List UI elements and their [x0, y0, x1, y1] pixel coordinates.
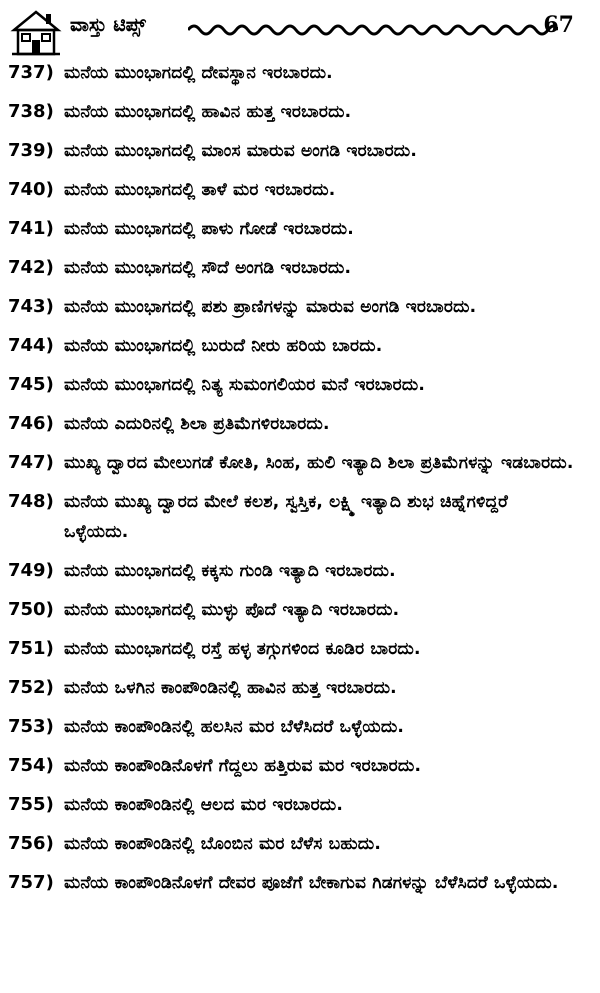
item-text: ಮನೆಯ ಮುಂಭಾಗದಲ್ಲಿ ಪಾಳು ಗೋಡೆ ಇರಬಾರದು. [64, 219, 354, 239]
list-item [8, 868, 576, 898]
item-number: 744) [8, 335, 54, 356]
item-number: 740) [8, 179, 54, 200]
item-text: ಮನೆಯ ಮುಂಭಾಗದಲ್ಲಿ ಮುಳ್ಳು ಪೊದೆ ಇತ್ಯಾದಿ ಇರಬಾರದು. [64, 600, 400, 620]
item-number: 751) [8, 638, 54, 659]
list-item [8, 409, 576, 439]
item-number: 752) [8, 677, 54, 698]
list-item [8, 712, 576, 742]
list-item [8, 751, 576, 781]
item-text: ಮನೆಯ ಮುಖ್ಯ ದ್ವಾರದ ಮೇಲೆ ಕಲಶ, ಸ್ವಸ್ತಿಕ, ಲಕ್ಷ್ಮಿ ಇತ್ಯಾದಿ ಶುಭ ಚಿಹ್ನೆಗಳಿದ್ದರೆ ಒಳ್ಳೆಯದು. [64, 492, 509, 542]
list-item [8, 97, 576, 127]
item-text: ಮನೆಯ ಮುಂಭಾಗದಲ್ಲಿ ಹಾವಿನ ಹುತ್ತ ಇರಬಾರದು. [64, 102, 352, 122]
page-number: 67 [543, 12, 574, 38]
list-item [8, 595, 576, 625]
list-item [8, 829, 576, 859]
item-text: ಮನೆಯ ಮುಂಭಾಗದಲ್ಲಿ ರಸ್ತೆ ಹಳ್ಳ ತಗ್ಗುಗಳಿಂದ ಕೂಡಿರ ಬಾರದು. [64, 639, 421, 659]
item-text: ಮನೆಯ ಒಳಗಿನ ಕಾಂಪೌಂಡಿನಲ್ಲಿ ಹಾವಿನ ಹುತ್ತ ಇರಬಾರದು. [64, 678, 397, 698]
item-number: 745) [8, 374, 54, 395]
item-text: ಮನೆಯ ಕಾಂಪೌಂಡಿನಲ್ಲಿ ಬೊಂಬಿನ ಮರ ಬೆಳೆಸ ಬಹುದು. [64, 834, 381, 854]
item-number: 737) [8, 62, 54, 83]
item-text: ಮನೆಯ ಎದುರಿನಲ್ಲಿ ಶಿಲಾ ಪ್ರತಿಮೆಗಳಿರಬಾರದು. [64, 414, 330, 434]
list-item [8, 634, 576, 664]
item-number: 754) [8, 755, 54, 776]
item-text: ಮನೆಯ ಮುಂಭಾಗದಲ್ಲಿ ಮಾಂಸ ಮಾರುವ ಅಂಗಡಿ ಇರಬಾರದು. [64, 141, 418, 161]
item-number: 753) [8, 716, 54, 737]
list-item [8, 214, 576, 244]
item-text: ಮನೆಯ ಮುಂಭಾಗದಲ್ಲಿ ದೇವಸ್ಥಾನ ಇರಬಾರದು. [64, 63, 333, 83]
item-number: 756) [8, 833, 54, 854]
item-text: ಮನೆಯ ಕಾಂಪೌಂಡಿನೊಳಗೆ ಗೆದ್ದಲು ಹತ್ತಿರುವ ಮರ ಇರಬಾರದು. [64, 756, 422, 776]
item-text: ಮುಖ್ಯ ದ್ವಾರದ ಮೇಲುಗಡೆ ಕೋತಿ, ಸಿಂಹ, ಹುಲಿ ಇತ್ಯಾದಿ ಶಿಲಾ ಪ್ರತಿಮೆಗಳನ್ನು ಇಡಬಾರದು. [64, 453, 574, 473]
item-number: 750) [8, 599, 54, 620]
item-text: ಮನೆಯ ಮುಂಭಾಗದಲ್ಲಿ ನಿತ್ಯ ಸುಮಂಗಲಿಯರ ಮನೆ ಇರಬಾರದು. [64, 375, 426, 395]
list-item [8, 370, 576, 400]
item-number: 741) [8, 218, 54, 239]
item-number: 746) [8, 413, 54, 434]
item-text: ಮನೆಯ ಕಾಂಪೌಂಡಿನಲ್ಲಿ ಆಲದ ಮರ ಇರಬಾರದು. [64, 795, 344, 815]
list-item [8, 673, 576, 703]
house-icon [10, 8, 62, 56]
item-number: 742) [8, 257, 54, 278]
item-text: ಮನೆಯ ಕಾಂಪೌಂಡಿನಲ್ಲಿ ಹಲಸಿನ ಮರ ಬೆಳೆಸಿದರೆ ಒಳ್ಳೆಯದು. [64, 717, 405, 737]
item-text: ಮನೆಯ ಮುಂಭಾಗದಲ್ಲಿ ಪಶು ಪ್ರಾಣಿಗಳನ್ನು ಮಾರುವ ಅಂಗಡಿ ಇರಬಾರದು. [64, 297, 477, 317]
list-item [8, 58, 576, 88]
tips-list [8, 58, 576, 898]
item-text: ಮನೆಯ ಮುಂಭಾಗದಲ್ಲಿ ಕಕ್ಕಸು ಗುಂಡಿ ಇತ್ಯಾದಿ ಇರಬಾರದು. [64, 561, 396, 581]
item-text: ಮನೆಯ ಕಾಂಪೌಂಡಿನೊಳಗೆ ದೇವರ ಪೂಜೆಗೆ ಬೇಕಾಗುವ ಗಿಡಗಳನ್ನು ಬೆಳೆಸಿದರೆ ಒಳ್ಳೆಯದು. [64, 873, 559, 893]
item-text: ಮನೆಯ ಮುಂಭಾಗದಲ್ಲಿ ಬುರುದೆ ನೀರು ಹರಿಯ ಬಾರದು. [64, 336, 383, 356]
list-item [8, 487, 576, 547]
list-item [8, 448, 576, 478]
book-title: ವಾಸ್ತು ಟಿಪ್ಸ್ [70, 14, 146, 36]
item-text: ಮನೆಯ ಮುಂಭಾಗದಲ್ಲಿ ಸೌದೆ ಅಂಗಡಿ ಇರಬಾರದು. [64, 258, 352, 278]
item-number: 757) [8, 872, 54, 893]
decorative-divider [188, 16, 558, 38]
page-header [8, 6, 576, 54]
list-item [8, 175, 576, 205]
list-item [8, 331, 576, 361]
item-number: 747) [8, 452, 54, 473]
item-number: 748) [8, 491, 54, 512]
item-number: 739) [8, 140, 54, 161]
item-number: 738) [8, 101, 54, 122]
item-number: 749) [8, 560, 54, 581]
list-item [8, 292, 576, 322]
list-item [8, 556, 576, 586]
list-item [8, 253, 576, 283]
item-number: 755) [8, 794, 54, 815]
item-number: 743) [8, 296, 54, 317]
item-text: ಮನೆಯ ಮುಂಭಾಗದಲ್ಲಿ ತಾಳೆ ಮರ ಇರಬಾರದು. [64, 180, 336, 200]
list-item [8, 790, 576, 820]
list-item [8, 136, 576, 166]
